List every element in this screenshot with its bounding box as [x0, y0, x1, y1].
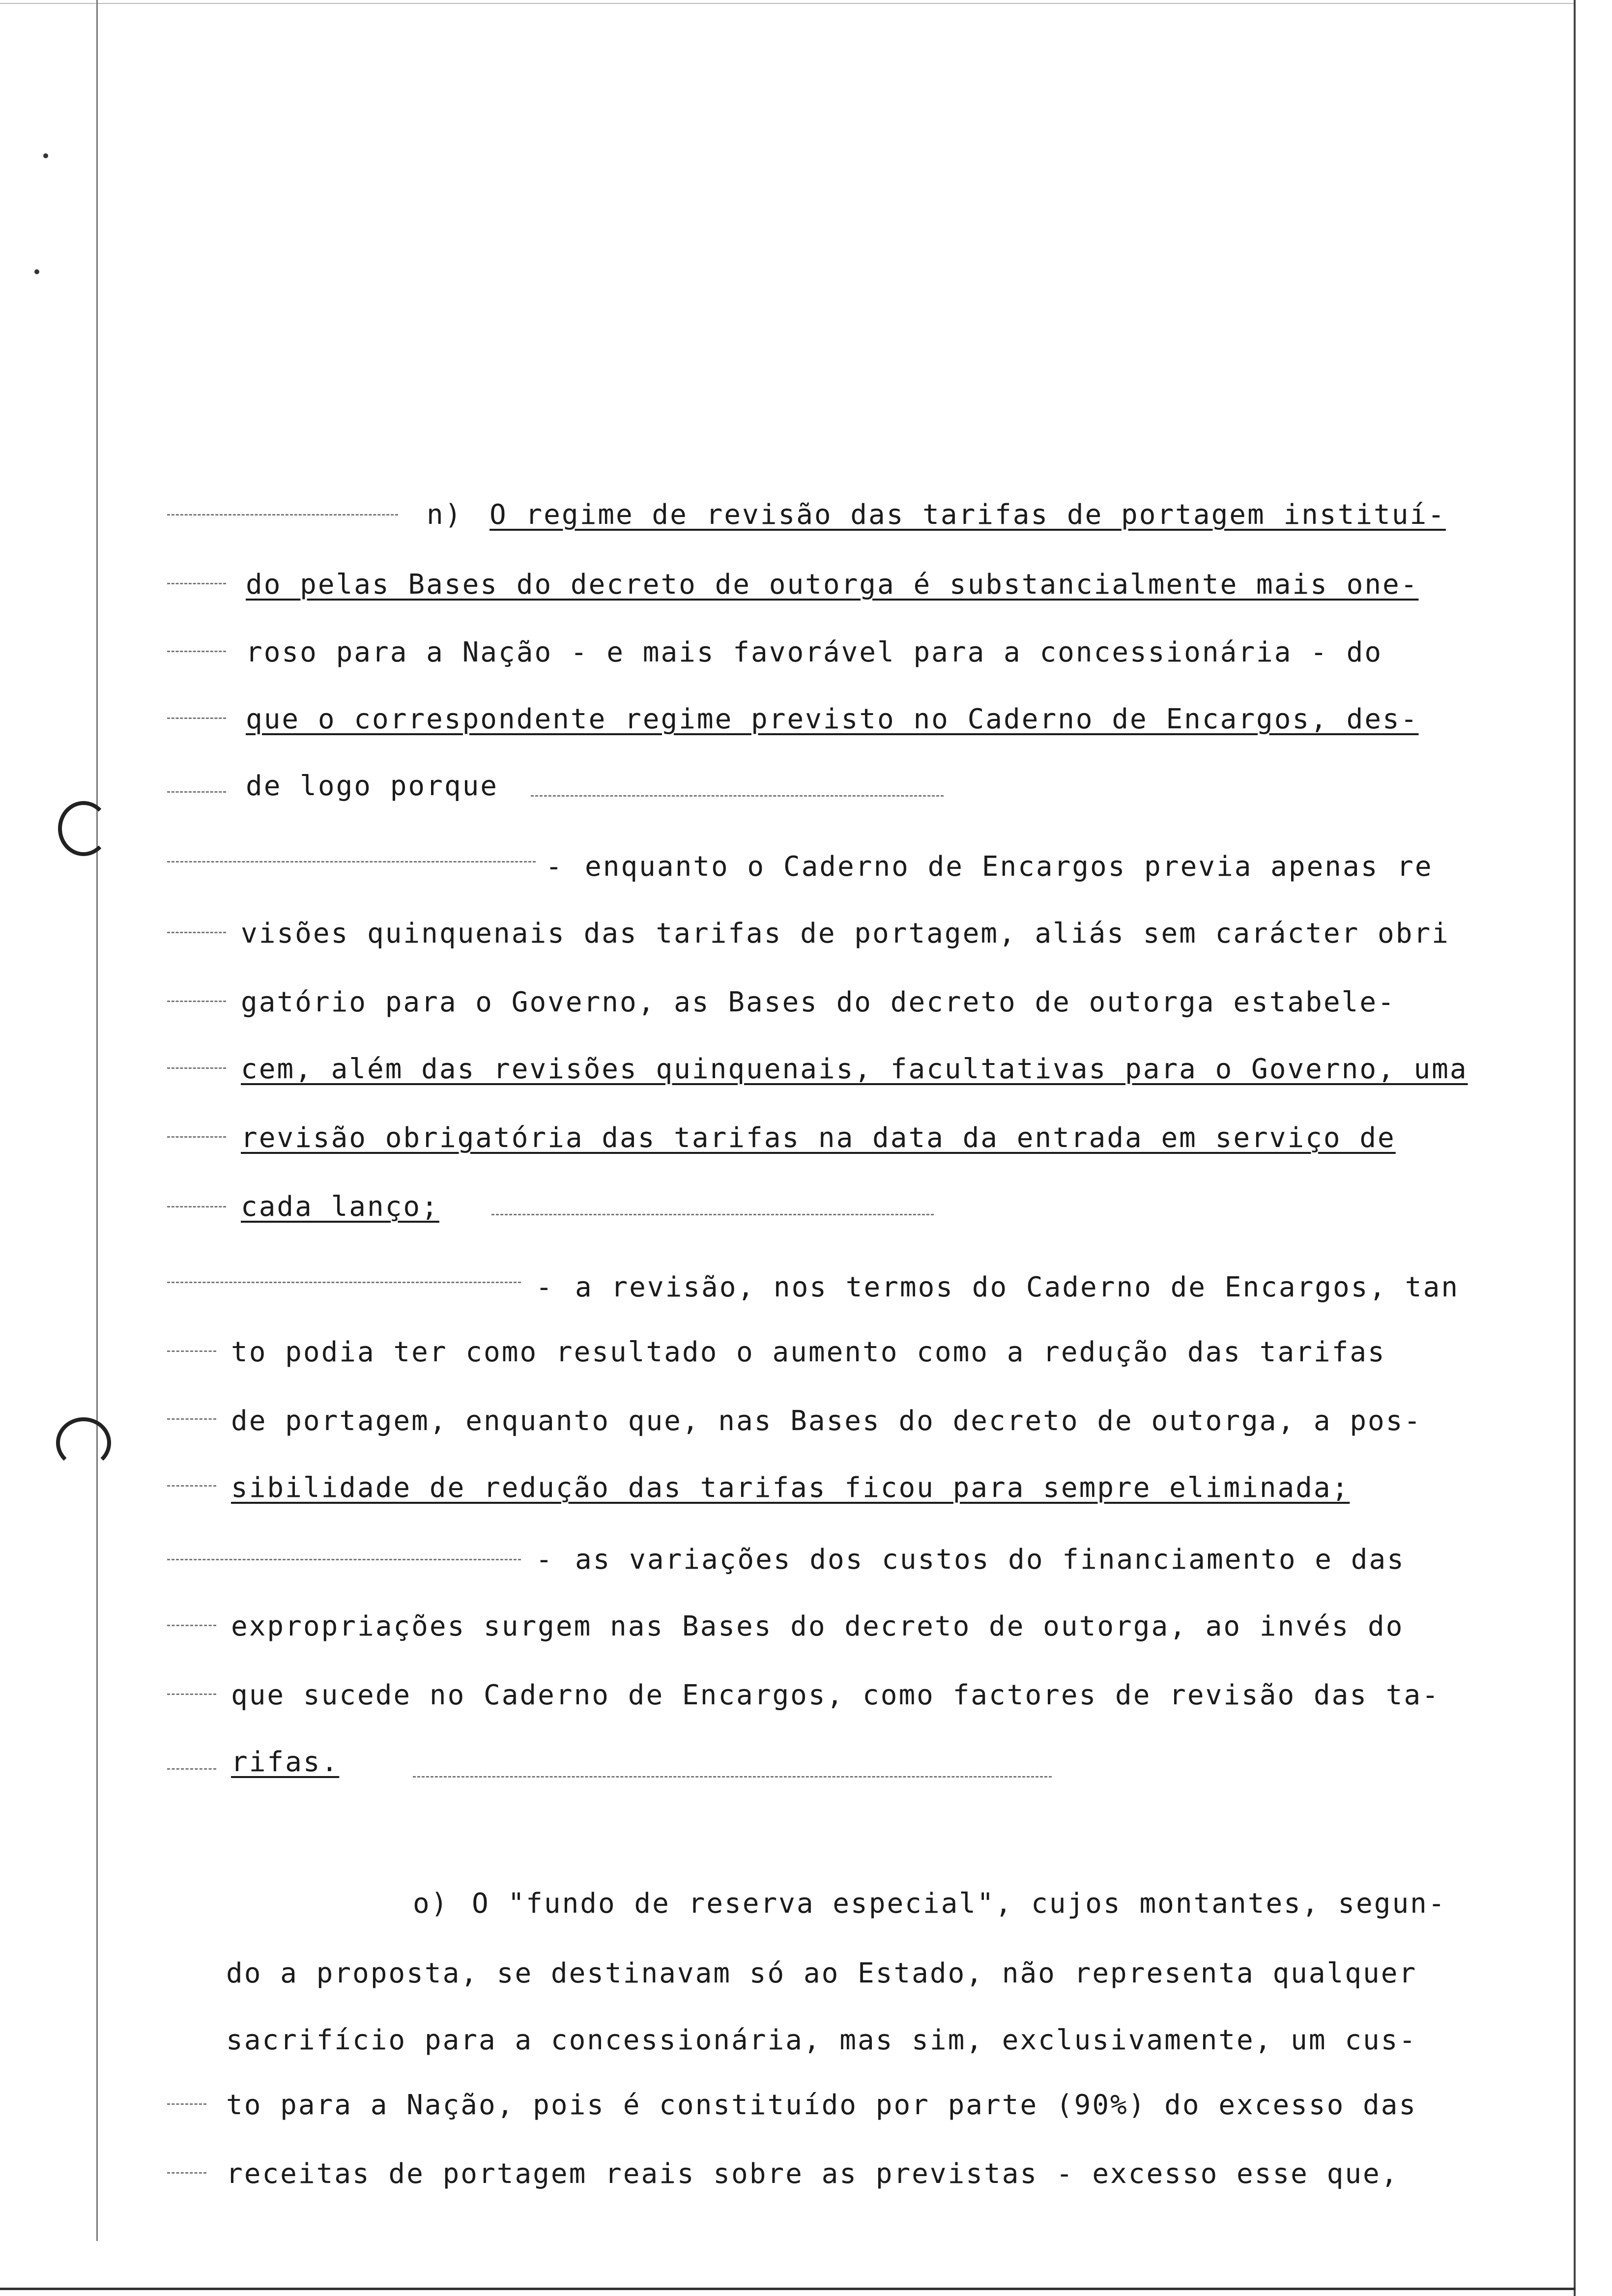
margin-leader	[167, 1625, 216, 1626]
margin-leader	[167, 1067, 226, 1069]
text-line: gatório para o Governo, as Bases do decreto de outorga estabele-	[241, 986, 1396, 1018]
margin-leader	[167, 2103, 206, 2105]
margin-leader	[167, 861, 536, 862]
text-line: a revisão, nos termos do Caderno de Encargos, tan	[575, 1271, 1460, 1303]
text-line: cem, além das revisões quinquenais, facultativas para o Governo, uma	[241, 1053, 1468, 1085]
text-line: sacrifício para a concessionária, mas sim, exclusivamente, um cus-	[226, 2024, 1417, 2056]
page-left-margin-line	[96, 0, 98, 2241]
margin-leader	[167, 1418, 216, 1420]
margin-leader	[167, 1001, 226, 1002]
margin-leader	[167, 583, 226, 584]
margin-leader	[167, 718, 226, 719]
margin-leader	[167, 1206, 226, 1207]
text-line: que o correspondente regime previsto no Caderno de Encargos, des-	[246, 703, 1419, 735]
page-bottom-edge	[0, 2288, 1576, 2290]
page-right-edge	[1574, 0, 1576, 2296]
margin-leader	[167, 1693, 216, 1695]
text-line: visões quinquenais das tarifas de portagem, aliás sem carácter obri	[241, 918, 1450, 949]
margin-leader	[491, 1214, 934, 1215]
margin-leader	[531, 795, 944, 797]
page-top-edge	[0, 3, 1576, 4]
item-dash: -	[546, 851, 564, 883]
margin-leader	[167, 1485, 216, 1487]
text-line: que sucede no Caderno de Encargos, como factores de revisão das ta-	[231, 1679, 1440, 1711]
text-line: to para a Nação, pois é constituído por parte (90%) do excesso das	[226, 2089, 1417, 2121]
text-line: revisão obrigatória das tarifas na data da entrada em serviço de	[241, 1122, 1396, 1154]
punch-hole-mark	[58, 801, 109, 856]
margin-leader	[167, 791, 226, 793]
text-line: enquanto o Caderno de Encargos previa apenas re	[585, 851, 1433, 883]
margin-leader	[167, 1350, 216, 1352]
scan-speck	[34, 269, 39, 274]
margin-leader	[167, 514, 398, 516]
margin-leader	[413, 1776, 1052, 1778]
text-line: do a proposta, se destinavam só ao Estado, não representa qualquer	[226, 1957, 1417, 1989]
margin-leader	[167, 651, 226, 652]
text-line: sibilidade de redução das tarifas ficou para sempre eliminada;	[231, 1472, 1350, 1504]
scan-speck	[43, 153, 48, 158]
punch-hole-mark	[56, 1417, 111, 1468]
text-line: as variações dos custos do financiamento e das	[575, 1544, 1405, 1576]
margin-leader	[167, 1768, 216, 1770]
margin-leader	[167, 1136, 226, 1138]
item-dash: -	[536, 1271, 554, 1303]
text-line: receitas de portagem reais sobre as previstas - excesso esse que,	[226, 2158, 1399, 2190]
text-line: de portagem, enquanto que, nas Bases do decreto de outorga, a pos-	[231, 1405, 1422, 1437]
text-line: O "fundo de reserva especial", cujos montantes, segun-	[472, 1888, 1446, 1920]
margin-leader	[167, 932, 226, 933]
text-line: expropriações surgem nas Bases do decreto de outorga, ao invés do	[231, 1610, 1404, 1642]
text-line: to podia ter como resultado o aumento como a redução das tarifas	[231, 1336, 1386, 1368]
text-line: do pelas Bases do decreto de outorga é substancialmente mais one-	[246, 569, 1419, 601]
margin-leader	[167, 2172, 206, 2174]
paragraph-label: n)	[427, 499, 463, 531]
text-line: cada lanço;	[241, 1191, 439, 1223]
text-line: roso para a Nação - e mais favorável para a concessionária - do	[246, 636, 1383, 668]
item-dash: -	[536, 1544, 554, 1576]
text-line: rifas.	[231, 1746, 340, 1778]
margin-leader	[167, 1559, 521, 1560]
text-line: O regime de revisão das tarifas de portagem instituí-	[489, 499, 1446, 531]
text-line: de logo porque	[246, 770, 499, 802]
margin-leader	[167, 1282, 521, 1283]
paragraph-label: o)	[413, 1888, 449, 1920]
